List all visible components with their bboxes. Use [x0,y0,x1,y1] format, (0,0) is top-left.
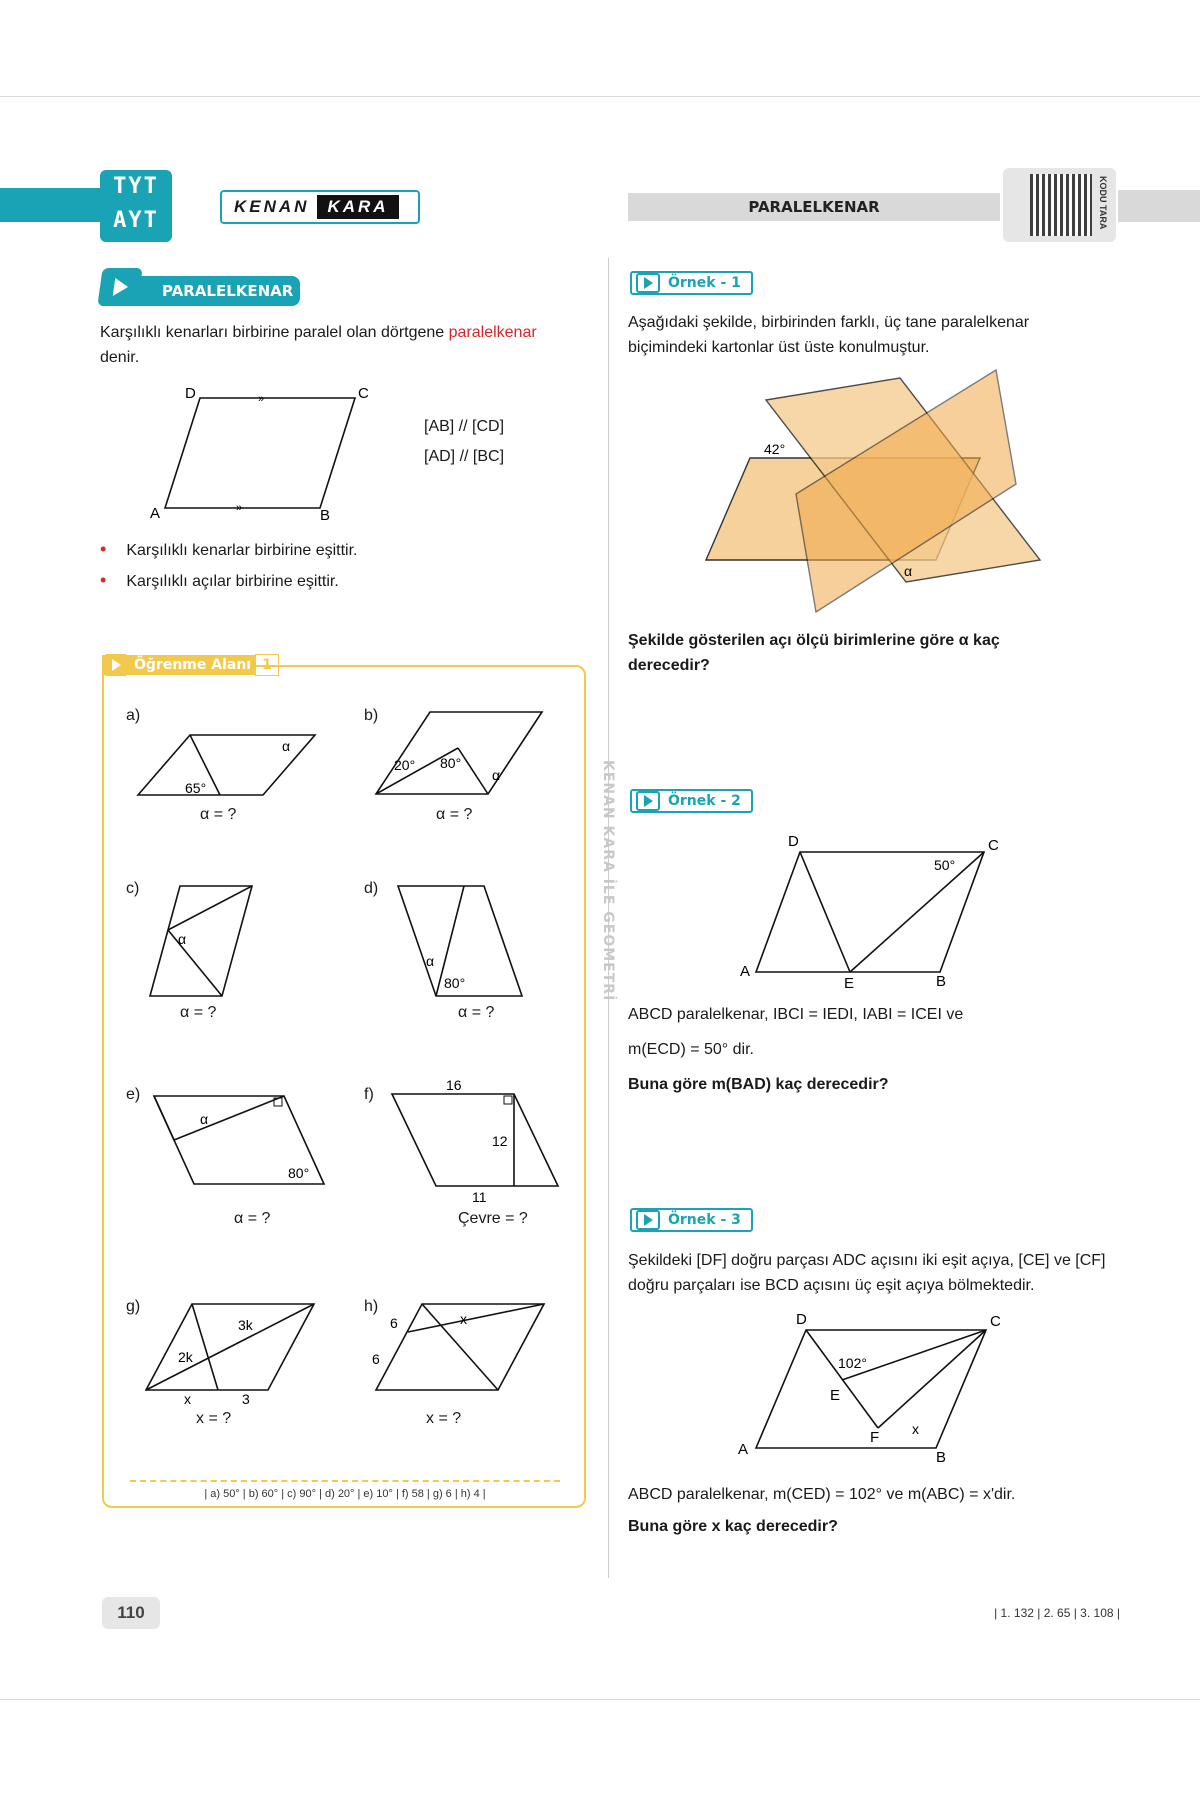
bullet-1: • Karşılıklı kenarlar birbirine eşittir. [100,539,358,559]
svg-text:6: 6 [390,1315,398,1331]
svg-text:α: α [492,767,501,783]
svg-text:B: B [936,1449,947,1466]
svg-text:x: x [460,1311,467,1327]
example-1-figure [700,364,1050,624]
intro-highlight: paralelkenar [448,324,537,341]
svg-text:80°: 80° [288,1165,310,1181]
svg-text:3k: 3k [238,1317,253,1333]
example-1-label: Örnek - 1 [630,271,753,295]
problem-a-figure [130,725,330,800]
svg-text:D: D [185,385,196,402]
play-icon[interactable] [97,268,142,306]
learning-answers: | a) 50° | b) 60° | c) 90° | d) 20° | e) 10° | f) 58 | g) 6 | h) 4 | [130,1480,560,1500]
svg-text:42°: 42° [764,441,786,457]
svg-text:80°: 80° [440,755,462,771]
svg-text:102°: 102° [838,1355,867,1371]
svg-text:B: B [936,973,947,990]
svg-text:B: B [320,507,331,524]
svg-text:D: D [796,1311,807,1328]
svg-text:50°: 50° [934,857,956,873]
problem-b-letter: b) [364,707,379,724]
problem-d-letter: d) [364,880,379,897]
play-icon[interactable] [636,273,660,293]
author-box [220,190,420,224]
svg-text:6: 6 [372,1351,380,1367]
problem-d-question: α = ? [458,1004,495,1021]
problem-c-question: α = ? [180,1004,217,1021]
problem-c-letter: c) [126,880,140,897]
topic-header: PARALELKENAR [628,193,1000,221]
problem-f-figure [388,1076,568,1206]
problem-f-question: Çevre = ? [458,1210,528,1227]
svg-text:α: α [904,563,913,579]
bullet-2: • Karşılıklı açılar birbirine eşittir. [100,570,339,590]
svg-text:3: 3 [242,1391,250,1407]
problem-a-question: α = ? [200,806,237,823]
problem-b-figure [370,708,550,798]
header-extension [1118,190,1200,222]
svg-text:2k: 2k [178,1349,193,1365]
problem-d-figure [396,882,526,1000]
problem-e-letter: e) [126,1086,141,1103]
svg-text:65°: 65° [185,780,207,796]
author-first: KENAN [234,197,310,216]
logo-line2: AYT [113,208,159,233]
example-3-label: Örnek - 3 [630,1208,753,1232]
side-text: KENAN KARA İLE GEOMETRİ [600,760,616,1002]
example-1-text: Aşağıdaki şekilde, birbirinden farklı, üç tane paralelkenar biçimindeki kartonlar üst üste konulmuştur. [628,314,1030,356]
svg-text:x: x [912,1421,919,1437]
problem-h-figure [372,1298,552,1398]
intro-text [100,320,580,370]
play-icon[interactable] [636,791,660,811]
problem-h-letter: h) [364,1298,379,1315]
svg-text:E: E [844,975,855,992]
example-2-question: Buna göre m(BAD) kaç derecedir? [628,1076,889,1093]
svg-text:12: 12 [492,1133,508,1149]
svg-text:F: F [870,1429,880,1446]
problem-b-question: α = ? [436,806,473,823]
example-2-label: Örnek - 2 [630,789,753,813]
svg-text:C: C [990,1313,1001,1330]
intro-before: Karşılıklı kenarları birbirine paralel olan dörtgene [100,324,449,341]
example-3-text2: ABCD paralelkenar, m(CED) = 102° ve m(ABC) = x'dir. [628,1486,1016,1503]
svg-text:α: α [426,953,435,969]
problem-g-letter: g) [126,1298,141,1315]
svg-text:20°: 20° [394,757,416,773]
problem-g-question: x = ? [196,1410,232,1427]
example-2-figure [740,832,1000,992]
page-number: 110 [102,1597,160,1629]
svg-text:D: D [788,833,799,850]
problem-g-figure [142,1298,322,1407]
svg-text:A: A [740,963,751,980]
learning-tab: Öğrenme Alanı 1 [102,653,279,677]
svg-text:80°: 80° [444,975,466,991]
svg-text:E: E [830,1387,841,1404]
svg-text:A: A [150,505,161,522]
svg-text:»: » [258,393,265,405]
svg-text:α: α [200,1111,209,1127]
example-1-question: Şekilde gösterilen açı ölçü birimlerine göre α kaç derecedir? [628,632,1000,674]
play-icon[interactable] [104,654,128,676]
svg-text:α: α [178,931,187,947]
problem-a-letter: a) [126,707,141,724]
svg-text:A: A [738,1441,749,1458]
qr-label: KODU TARA [1098,176,1108,230]
author-last: KARA [317,195,398,219]
parallelogram-figure [140,380,380,524]
svg-text:16: 16 [446,1077,462,1093]
problem-c-figure [146,882,256,1002]
svg-text:11: 11 [472,1189,487,1205]
problem-e-figure [150,1088,330,1188]
parallel-1: [AB] // [CD] [424,418,505,435]
problem-e-question: α = ? [234,1210,271,1227]
example-3-question: Buna göre x kaç derecedir? [628,1518,838,1535]
example-3-text: Şekildeki [DF] doğru parçası ADC açısını iki eşit açıya, [CE] ve [CF] doğru parçaları ise BCD açısını üç eşit açıya bölmektedir. [628,1252,1106,1294]
problem-f-letter: f) [364,1086,374,1103]
svg-text:x: x [184,1391,191,1407]
example-2-text1: ABCD paralelkenar, IBCI = IEDI, IABI = ICEI ve [628,1006,964,1023]
svg-text:C: C [988,837,999,854]
intro-after: denir. [100,349,140,366]
qr-code-icon[interactable] [1030,174,1092,236]
svg-text:»: » [236,502,243,514]
logo-line1: TYT [113,174,159,199]
logo [100,170,172,242]
problem-h-question: x = ? [426,1410,462,1427]
section-title: PARALELKENAR [102,276,300,306]
footer-answers: | 1. 132 | 2. 65 | 3. 108 | [994,1606,1120,1620]
example-3-figure [730,1306,1020,1466]
parallel-2: [AD] // [BC] [424,448,505,465]
play-icon[interactable] [636,1210,660,1230]
svg-text:α: α [282,738,291,754]
svg-text:C: C [358,385,369,402]
example-2-text2: m(ECD) = 50° dir. [628,1041,754,1058]
